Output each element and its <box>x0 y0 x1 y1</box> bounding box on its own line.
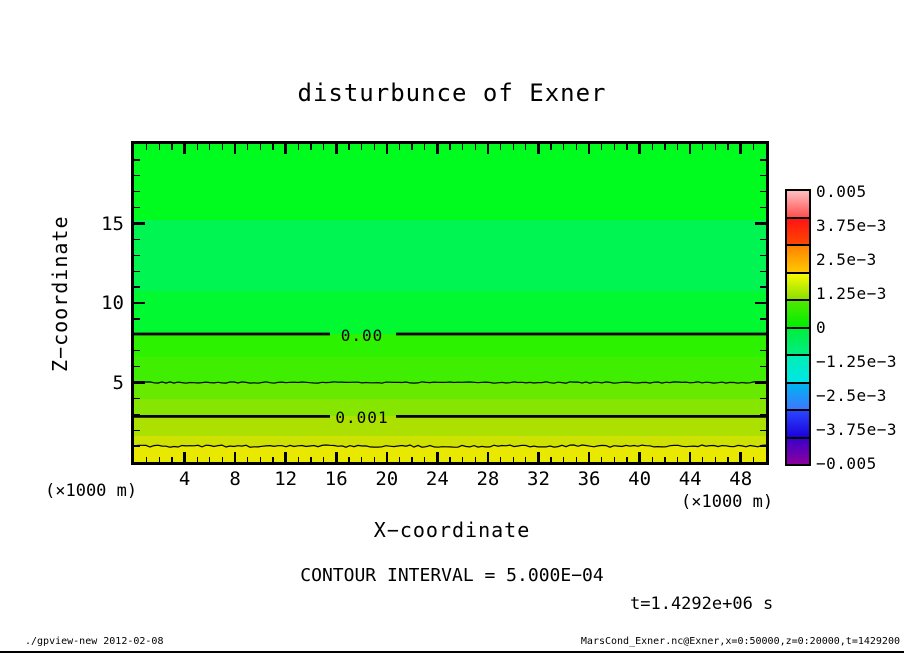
axis-tick <box>436 144 439 154</box>
axis-tick <box>664 457 665 463</box>
colorbar-tick-label: 0.005 <box>816 182 867 201</box>
axis-tick <box>399 457 400 463</box>
axis-tick <box>760 191 766 192</box>
footer-command: ./gpview-new 2012-02-08 <box>25 636 164 647</box>
axis-tick <box>500 457 501 463</box>
axis-tick <box>234 452 237 462</box>
axis-tick <box>739 452 742 462</box>
colorbar-tick-label: 3.75e−3 <box>816 216 887 235</box>
axis-tick <box>760 350 766 351</box>
axis-tick <box>424 457 425 463</box>
axis-tick <box>753 144 754 150</box>
axis-tick <box>222 144 223 150</box>
axis-tick <box>462 144 463 150</box>
axis-tick <box>677 144 678 150</box>
axis-tick <box>134 222 145 225</box>
axis-tick <box>260 457 261 463</box>
axis-tick <box>310 457 311 463</box>
colorbar-box <box>787 354 809 382</box>
axis-tick <box>614 144 615 150</box>
axis-tick <box>134 334 140 335</box>
colorbar-box <box>787 191 809 217</box>
axis-tick <box>715 457 716 463</box>
axis-tick <box>436 452 439 462</box>
axis-tick <box>576 457 577 463</box>
axis-tick <box>760 255 766 256</box>
axis-tick <box>739 144 742 154</box>
colorbar-tick-label: 0 <box>816 318 827 337</box>
axis-tick <box>134 207 140 208</box>
axis-tick <box>222 457 223 463</box>
axis-tick <box>664 144 665 150</box>
axis-tick <box>652 457 653 463</box>
axis-tick <box>537 144 540 154</box>
axis-tick <box>247 144 248 150</box>
x-tick-label: 24 <box>425 468 449 490</box>
axis-tick <box>760 159 766 160</box>
x-axis-title: X−coordinate <box>373 518 531 542</box>
axis-tick <box>247 457 248 463</box>
x-tick-label: 12 <box>274 468 298 490</box>
contour-lines-layer <box>134 144 766 462</box>
colorbar-tick-label: −0.005 <box>816 454 877 473</box>
axis-tick <box>755 381 766 384</box>
axis-tick <box>134 366 140 367</box>
axis-tick <box>374 144 375 150</box>
axis-tick <box>702 457 703 463</box>
axis-tick <box>760 318 766 319</box>
axis-tick <box>134 350 140 351</box>
axis-tick <box>727 457 728 463</box>
axis-tick <box>171 144 172 150</box>
axis-tick <box>323 144 324 150</box>
colorbar-box <box>787 299 809 327</box>
x-tick-label: 48 <box>729 468 753 490</box>
axis-tick <box>159 144 160 150</box>
axis-tick <box>449 457 450 463</box>
colorbar-tick-label: −2.5e−3 <box>816 386 887 405</box>
colorbar-box <box>787 382 809 410</box>
axis-tick <box>652 144 653 150</box>
axis-tick <box>234 144 237 154</box>
z-tick-label: 5 <box>112 371 124 394</box>
contour-interval-note: CONTOUR INTERVAL = 5.000E−04 <box>300 565 604 586</box>
axis-tick <box>550 457 551 463</box>
axis-tick <box>525 457 526 463</box>
axis-tick <box>500 144 501 150</box>
axis-tick <box>134 430 140 431</box>
contour-line <box>134 382 766 383</box>
axis-tick <box>601 457 602 463</box>
axis-tick <box>638 452 641 462</box>
axis-tick <box>335 144 338 154</box>
axis-tick <box>760 175 766 176</box>
axis-tick <box>638 144 641 154</box>
x-tick-label: 32 <box>527 468 550 490</box>
axis-tick <box>399 144 400 150</box>
axis-tick <box>386 452 389 462</box>
axis-tick <box>513 144 514 150</box>
axis-tick <box>677 457 678 463</box>
axis-tick <box>134 398 140 399</box>
colorbar-box <box>787 437 809 465</box>
bottom-rule <box>0 651 904 653</box>
axis-tick <box>760 398 766 399</box>
axis-tick <box>760 366 766 367</box>
axis-tick <box>689 144 692 154</box>
contour-line <box>134 445 766 447</box>
axis-tick <box>260 144 261 150</box>
axis-tick <box>386 144 389 154</box>
z-axis-unit: (×1000 m) <box>45 481 138 501</box>
plot-inner <box>134 144 766 462</box>
plot-area <box>131 141 769 465</box>
axis-tick <box>298 144 299 150</box>
x-tick-label: 20 <box>375 468 399 490</box>
colorbar <box>785 189 811 466</box>
axis-tick <box>134 191 140 192</box>
x-tick-label: 36 <box>577 468 601 490</box>
colorbar-tick-label: 1.25e−3 <box>816 284 887 303</box>
axis-tick <box>702 144 703 150</box>
axis-tick <box>197 144 198 150</box>
axis-tick <box>753 457 754 463</box>
axis-tick <box>134 159 140 160</box>
axis-tick <box>272 144 273 150</box>
axis-tick <box>601 144 602 150</box>
axis-tick <box>411 144 412 150</box>
x-tick-label: 4 <box>178 468 191 490</box>
axis-tick <box>449 144 450 150</box>
colorbar-tick-label: −1.25e−3 <box>816 352 898 371</box>
axis-tick <box>146 144 147 150</box>
colorbar-box <box>787 409 809 437</box>
axis-tick <box>134 255 140 256</box>
axis-tick <box>760 414 766 415</box>
axis-tick <box>134 239 140 240</box>
axis-tick <box>462 457 463 463</box>
axis-tick <box>513 457 514 463</box>
axis-tick <box>487 452 490 462</box>
axis-tick <box>550 144 551 150</box>
time-annotation: t=1.4292e+06 s <box>630 594 774 614</box>
axis-tick <box>183 452 186 462</box>
x-tick-label: 28 <box>476 468 500 490</box>
axis-tick <box>424 144 425 150</box>
axis-tick <box>183 144 186 154</box>
axis-tick <box>626 457 627 463</box>
axis-tick <box>134 175 140 176</box>
axis-tick <box>588 452 591 462</box>
colorbar-box <box>787 327 809 355</box>
z-axis-title: Z−coordinate <box>48 215 72 372</box>
axis-tick <box>576 144 577 150</box>
colorbar-tick-label: 2.5e−3 <box>816 250 877 269</box>
axis-tick <box>727 144 728 150</box>
x-axis-unit: (×1000 m) <box>681 492 774 512</box>
axis-tick <box>755 222 766 225</box>
axis-tick <box>537 452 540 462</box>
axis-tick <box>715 144 716 150</box>
axis-tick <box>626 144 627 150</box>
axis-tick <box>197 457 198 463</box>
axis-tick <box>689 452 692 462</box>
axis-tick <box>525 144 526 150</box>
colorbar-tick-label: −3.75e−3 <box>816 420 898 439</box>
axis-tick <box>159 457 160 463</box>
z-tick-label: 10 <box>101 292 124 314</box>
axis-tick <box>563 457 564 463</box>
axis-tick <box>755 302 766 305</box>
axis-tick <box>323 457 324 463</box>
axis-tick <box>760 207 766 208</box>
contour-label-0.001: 0.001 <box>335 408 389 427</box>
axis-tick <box>284 144 287 154</box>
axis-tick <box>475 144 476 150</box>
axis-tick <box>760 430 766 431</box>
x-tick-label: 44 <box>678 468 702 490</box>
axis-tick <box>563 144 564 150</box>
axis-tick <box>134 318 140 319</box>
axis-tick <box>134 271 140 272</box>
axis-tick <box>284 452 287 462</box>
axis-tick <box>348 457 349 463</box>
colorbar-box <box>787 272 809 300</box>
colorbar-box <box>787 244 809 272</box>
axis-tick <box>411 457 412 463</box>
axis-tick <box>760 239 766 240</box>
axis-tick <box>171 457 172 463</box>
axis-tick <box>760 445 766 446</box>
colorbar-box <box>787 217 809 245</box>
z-tick-label: 15 <box>101 212 124 235</box>
page-title: disturbunce of Exner <box>297 79 607 107</box>
axis-tick <box>146 457 147 463</box>
axis-tick <box>614 457 615 463</box>
axis-tick <box>348 144 349 150</box>
axis-tick <box>209 457 210 463</box>
axis-tick <box>487 144 490 154</box>
axis-tick <box>335 452 338 462</box>
axis-tick <box>209 144 210 150</box>
axis-tick <box>588 144 591 154</box>
x-tick-label: 8 <box>229 468 241 490</box>
axis-tick <box>760 286 766 287</box>
axis-tick <box>134 381 145 384</box>
x-tick-label: 16 <box>324 468 348 490</box>
axis-tick <box>134 302 145 305</box>
axis-tick <box>361 144 362 150</box>
axis-tick <box>374 457 375 463</box>
axis-tick <box>361 457 362 463</box>
axis-tick <box>298 457 299 463</box>
axis-tick <box>310 144 311 150</box>
axis-tick <box>760 334 766 335</box>
axis-tick <box>475 457 476 463</box>
axis-tick <box>134 414 140 415</box>
axis-tick <box>272 457 273 463</box>
x-tick-label: 40 <box>628 468 652 490</box>
axis-tick <box>134 445 140 446</box>
contour-label-0.00: 0.00 <box>340 326 384 345</box>
axis-tick <box>134 286 140 287</box>
footer-source: MarsCond_Exner.nc@Exner,x=0:50000,z=0:20000,t=1429200 <box>580 636 900 647</box>
axis-tick <box>760 271 766 272</box>
